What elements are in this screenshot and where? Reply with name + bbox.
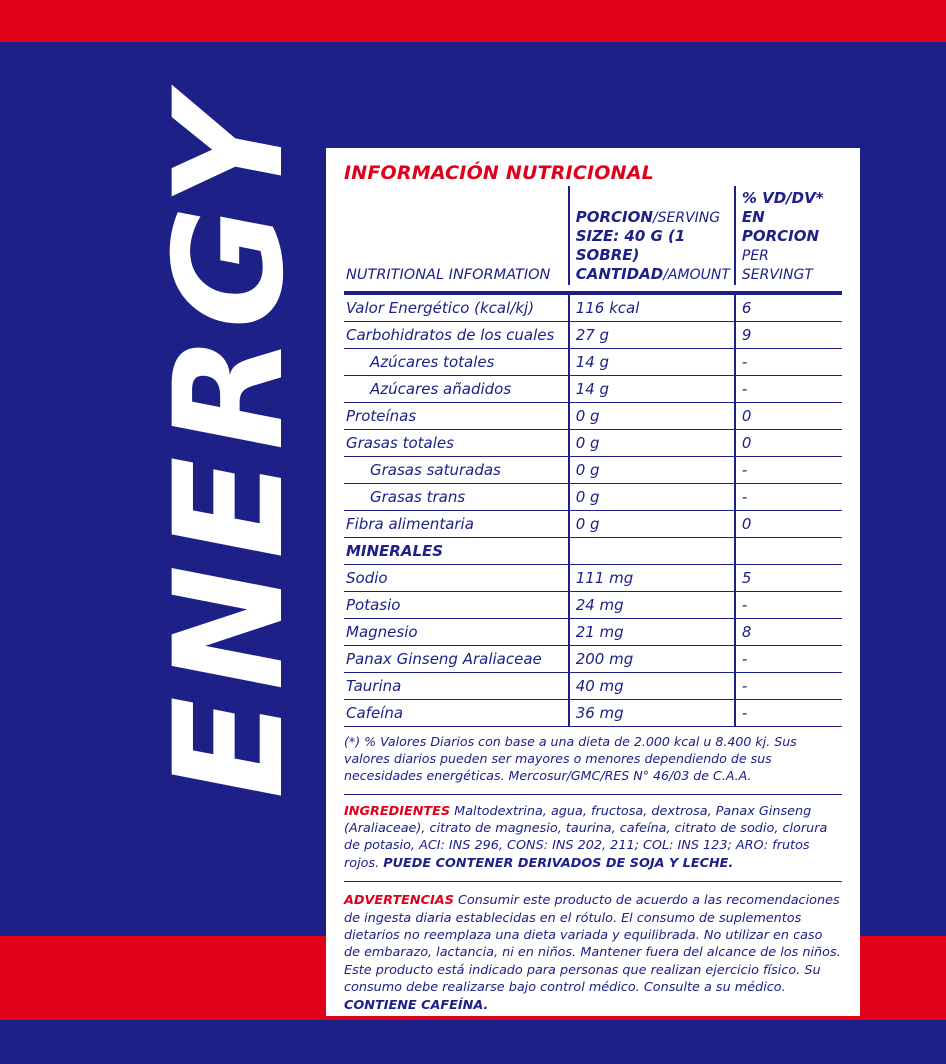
- row-name: Azúcares añadidos: [344, 376, 569, 403]
- table-row: [344, 484, 842, 511]
- ingredients-label: INGREDIENTES: [344, 803, 451, 819]
- nutrition-title-es: INFORMACIÓN NUTRICIONAL: [344, 162, 654, 184]
- row-name: Carbohidratos de los cuales: [344, 322, 569, 349]
- nutrition-table: [344, 186, 842, 727]
- table-section-row: [344, 538, 842, 565]
- row-dv: 5: [735, 565, 842, 592]
- row-amount: 0 g: [569, 511, 735, 538]
- row-amount: 200 mg: [569, 646, 735, 673]
- row-amount: 0 g: [569, 403, 735, 430]
- warnings-text: Consumir este producto de acuerdo a las recomendaciones de ingesta diaria establecidas en el rótulo. El consumo de suplementos dietarios no reemplaza una dieta variada y equilibrada. No utilizar en caso de embarazo, lactancia, ni en niños. Mantener fuera del alcance de los niños. Este producto está indicado para personas que realizan ejercicio físico. Su consumo debe realizarse bajo control médico. Consulte a su médico.: [344, 893, 841, 996]
- row-amount: 14 g: [569, 349, 735, 376]
- table-row: [344, 322, 842, 349]
- row-amount: 21 mg: [569, 619, 735, 646]
- row-amount: 24 mg: [569, 592, 735, 619]
- row-amount: 36 mg: [569, 700, 735, 727]
- row-name: Proteínas: [344, 403, 569, 430]
- row-name: Potasio: [344, 592, 569, 619]
- row-amount: 0 g: [569, 430, 735, 457]
- row-name: Fibra alimentaria: [344, 511, 569, 538]
- row-dv: -: [735, 376, 842, 403]
- row-name: Grasas trans: [344, 484, 569, 511]
- ingredients-allergen-note: PUEDE CONTENER DERIVADOS DE SOJA Y LECHE.: [383, 855, 734, 871]
- row-name: Sodio: [344, 565, 569, 592]
- table-row: [344, 511, 842, 538]
- row-amount: 0 g: [569, 484, 735, 511]
- warnings-caffeine-note: CONTIENE CAFEÍNA.: [344, 997, 489, 1013]
- row-dv: -: [735, 646, 842, 673]
- row-dv: 6: [735, 293, 842, 322]
- table-header-row: [344, 186, 842, 285]
- portion-label-en: /SERVING: [652, 210, 721, 226]
- table-row: [344, 700, 842, 727]
- section-label: MINERALES: [344, 538, 569, 565]
- row-dv: 9: [735, 322, 842, 349]
- table-row: [344, 430, 842, 457]
- row-dv: -: [735, 673, 842, 700]
- row-amount: 111 mg: [569, 565, 735, 592]
- energy-wordmark: ENERGY: [143, 91, 317, 799]
- row-name: Grasas totales: [344, 430, 569, 457]
- row-dv: -: [735, 349, 842, 376]
- serving-size: SIZE: 40 G (1 SOBRE): [575, 227, 686, 264]
- row-dv: -: [735, 457, 842, 484]
- row-amount: 116 kcal: [569, 293, 735, 322]
- ingredients-paragraph: [344, 803, 842, 883]
- row-name: Panax Ginseng Araliaceae: [344, 646, 569, 673]
- row-dv: 0: [735, 511, 842, 538]
- top-red-band: [0, 0, 946, 42]
- dv-header-line3: PER SERVINGT: [741, 248, 813, 283]
- header-divider: [344, 285, 842, 293]
- table-row: [344, 646, 842, 673]
- daily-value-footnote: (*) % Valores Diarios con base a una dieta de 2.000 kcal u 8.400 kj. Sus valores diarios pueden ser mayores o menores dependiendo de sus necesidades energéticas. Mercosur/GMC/RES N° 46/03 de C.A.A.: [344, 734, 842, 795]
- nutrition-label-panel: [326, 148, 860, 1016]
- amount-label-es: CANTIDAD: [575, 265, 664, 283]
- row-amount: 14 g: [569, 376, 735, 403]
- row-name: Cafeína: [344, 700, 569, 727]
- table-row: [344, 349, 842, 376]
- row-dv: [735, 538, 842, 565]
- row-name: Magnesio: [344, 619, 569, 646]
- warnings-paragraph: [344, 892, 842, 1023]
- row-amount: 27 g: [569, 322, 735, 349]
- table-row: [344, 592, 842, 619]
- row-name: Azúcares totales: [344, 349, 569, 376]
- table-row: [344, 565, 842, 592]
- row-name: Grasas saturadas: [344, 457, 569, 484]
- row-dv: -: [735, 484, 842, 511]
- portion-label-es: PORCION: [575, 208, 653, 226]
- amount-label-en: /AMOUNT: [663, 267, 730, 283]
- row-amount: 0 g: [569, 457, 735, 484]
- row-dv: 8: [735, 619, 842, 646]
- table-row: [344, 403, 842, 430]
- row-amount: 40 mg: [569, 673, 735, 700]
- dv-header-line2: EN PORCION: [741, 208, 820, 245]
- table-row: [344, 293, 842, 322]
- nutrition-title-en: NUTRITIONAL INFORMATION: [346, 267, 551, 283]
- dv-header-line1: % VD/DV*: [741, 189, 824, 207]
- row-dv: -: [735, 592, 842, 619]
- row-name: Taurina: [344, 673, 569, 700]
- table-row: [344, 619, 842, 646]
- ingredients-text: Maltodextrina, agua, fructosa, dextrosa, Panax Ginseng (Araliaceae), citrato de magnesio, taurina, cafeína, citrato de sodio, clorura de potasio, ACI: INS 296, CONS: INS 202, 211; COL: INS 123; ARO: frutos rojos.: [344, 803, 828, 871]
- table-row: [344, 457, 842, 484]
- row-name: Valor Energético (kcal/kj): [344, 293, 569, 322]
- row-dv: 0: [735, 403, 842, 430]
- row-dv: 0: [735, 430, 842, 457]
- row-dv: -: [735, 700, 842, 727]
- row-amount: [569, 538, 735, 565]
- table-row: [344, 673, 842, 700]
- table-row: [344, 376, 842, 403]
- warnings-label: ADVERTENCIAS: [344, 893, 454, 909]
